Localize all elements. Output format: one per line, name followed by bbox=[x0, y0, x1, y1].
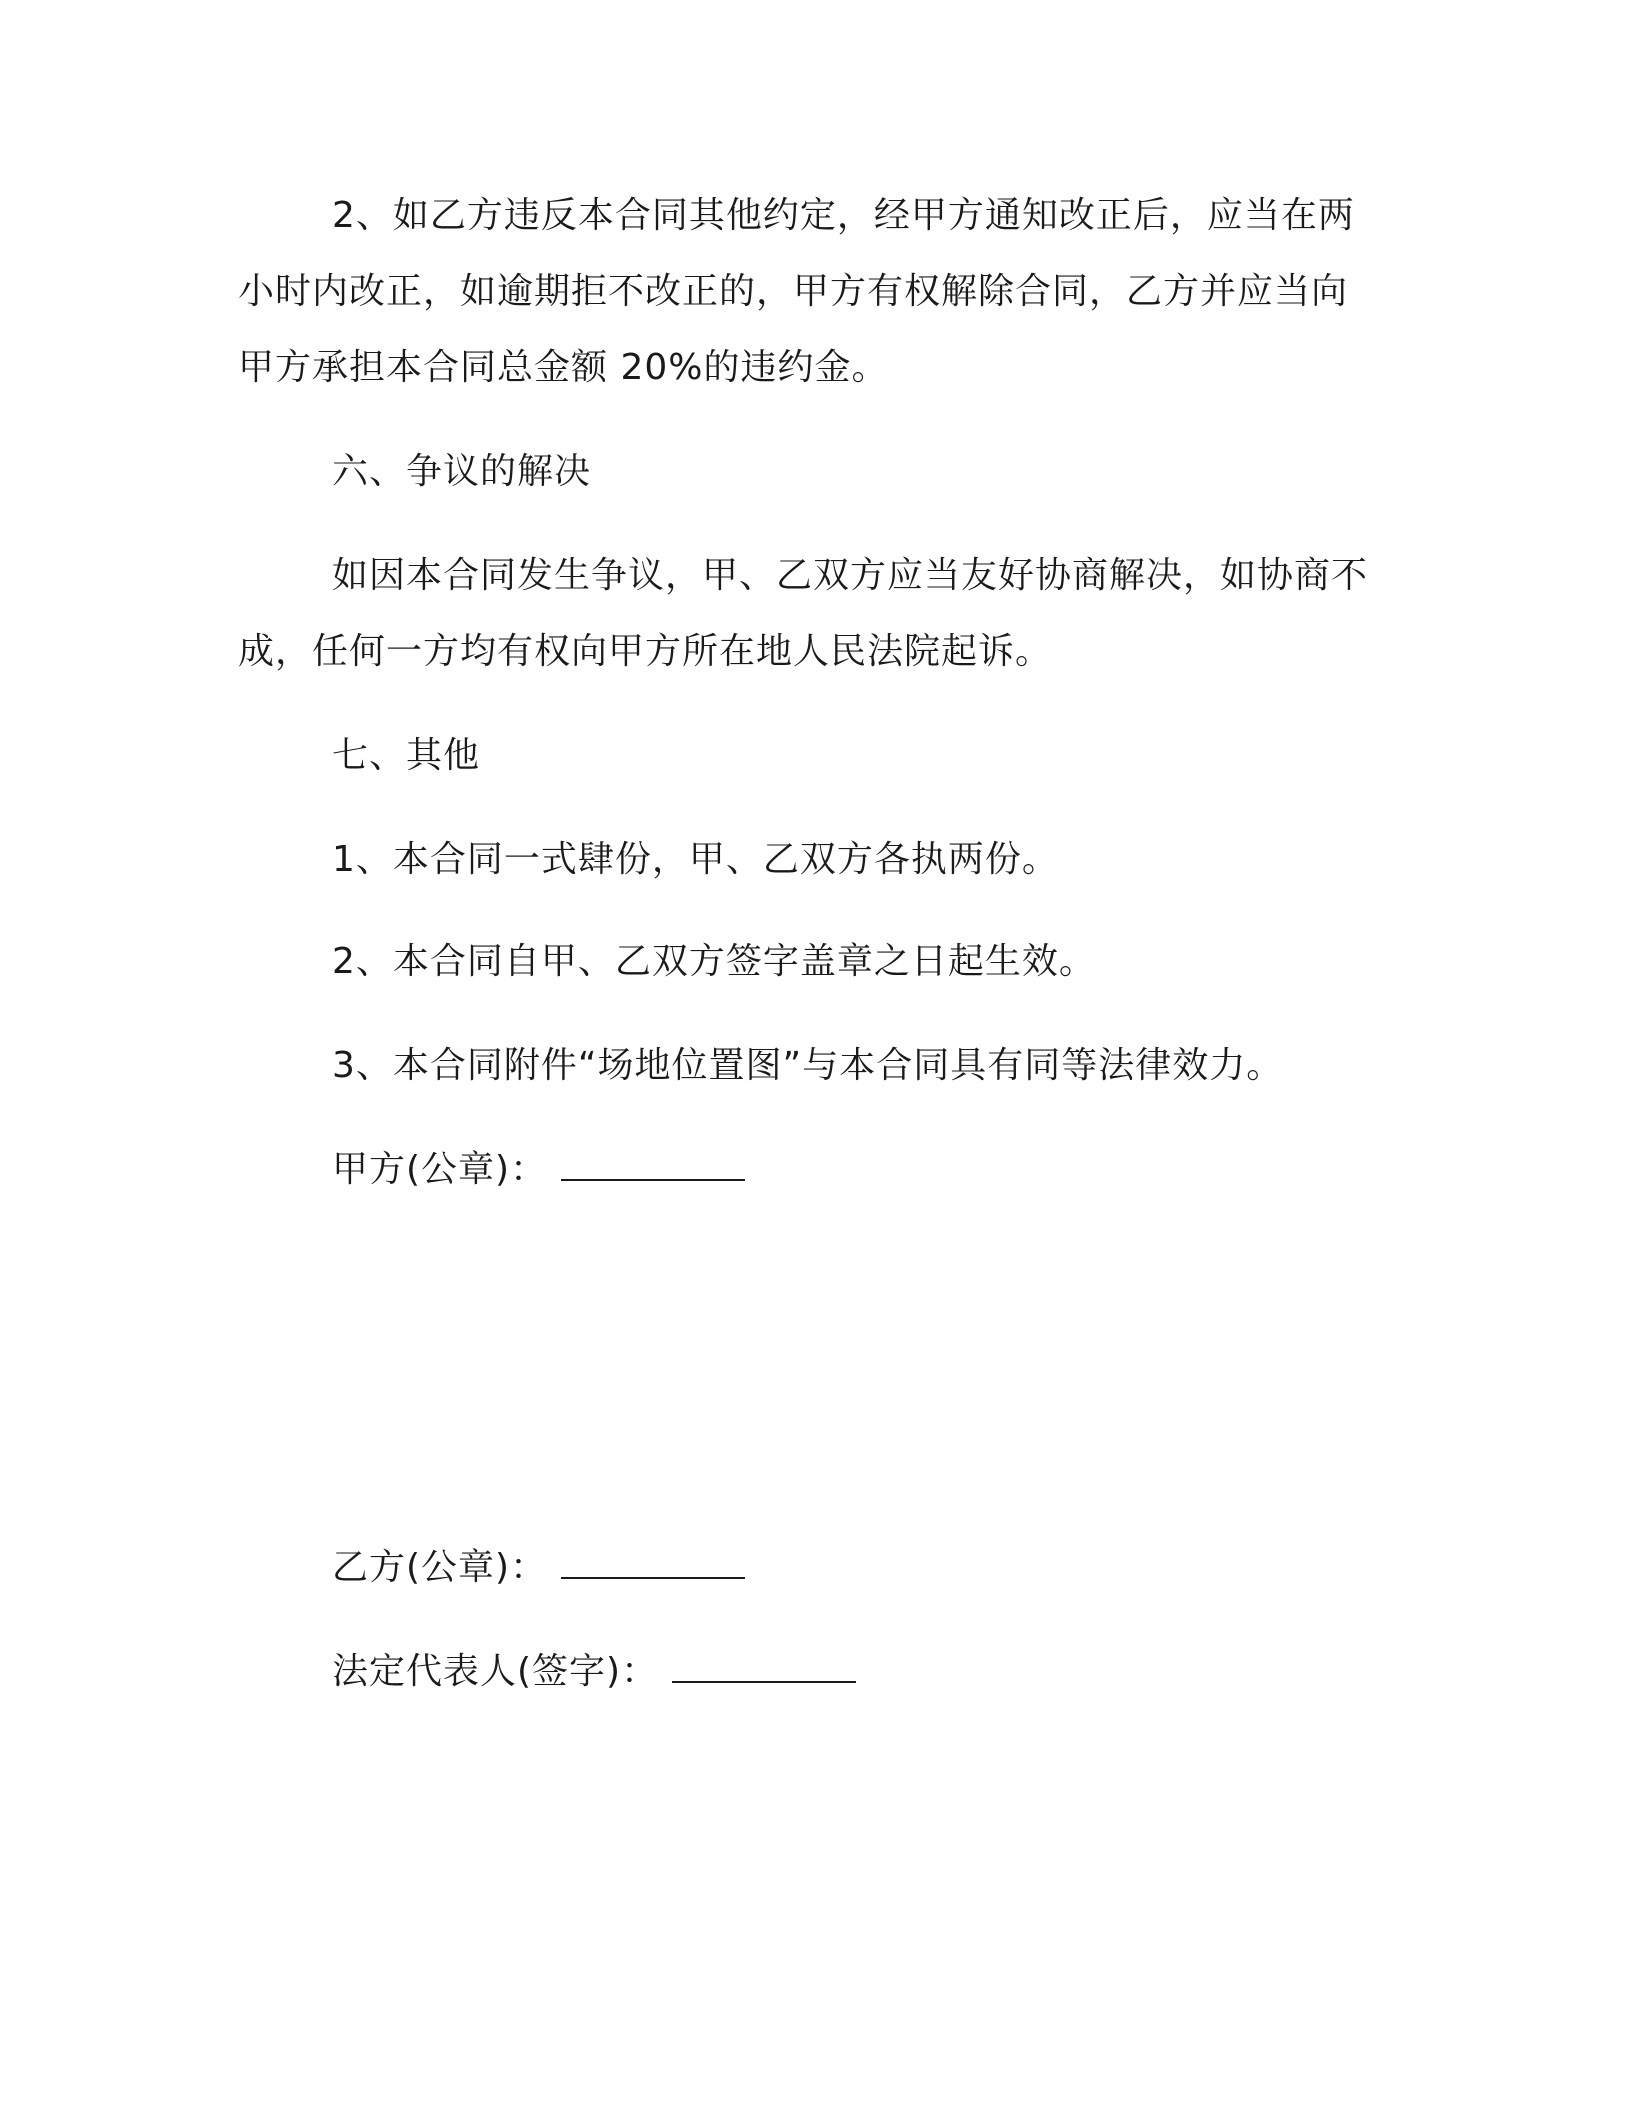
clause-6-heading: 六、争议的解决 bbox=[332, 451, 592, 492]
legal-rep-label: 法定代表人(签字)： bbox=[332, 1651, 659, 1692]
clause-6-body-line-1: 如因本合同发生争议，甲、乙双方应当友好协商解决，如协商不 bbox=[332, 555, 1369, 596]
party-a-signature bbox=[332, 1148, 745, 1192]
clause-7-item-2: 2、本合同自甲、乙双方签字盖章之日起生效。 bbox=[332, 941, 1096, 982]
clause-5-item-2-line-3: 甲方承担本合同总金额 20%的违约金。 bbox=[238, 347, 889, 388]
clause-7-heading: 七、其他 bbox=[332, 735, 481, 776]
clause-5-item-2-line-2: 小时内改正，如逾期拒不改正的，甲方有权解除合同，乙方并应当向 bbox=[238, 271, 1349, 312]
party-a-signature-blank bbox=[561, 1149, 745, 1181]
party-a-label: 甲方(公章)： bbox=[332, 1149, 548, 1190]
clause-7-item-3: 3、本合同附件“场地位置图”与本合同具有同等法律效力。 bbox=[332, 1045, 1284, 1086]
legal-rep-signature-blank bbox=[672, 1651, 856, 1683]
legal-rep-signature bbox=[332, 1650, 856, 1694]
clause-7-item-1: 1、本合同一式肆份，甲、乙双方各执两份。 bbox=[332, 839, 1059, 880]
party-b-signature bbox=[332, 1546, 745, 1590]
clause-6-body-line-2: 成，任何一方均有权向甲方所在地人民法院起诉。 bbox=[238, 631, 1053, 672]
party-b-label: 乙方(公章)： bbox=[332, 1547, 548, 1588]
party-b-signature-blank bbox=[561, 1547, 745, 1579]
clause-5-item-2-line-1: 2、如乙方违反本合同其他约定，经甲方通知改正后，应当在两 bbox=[332, 195, 1355, 236]
